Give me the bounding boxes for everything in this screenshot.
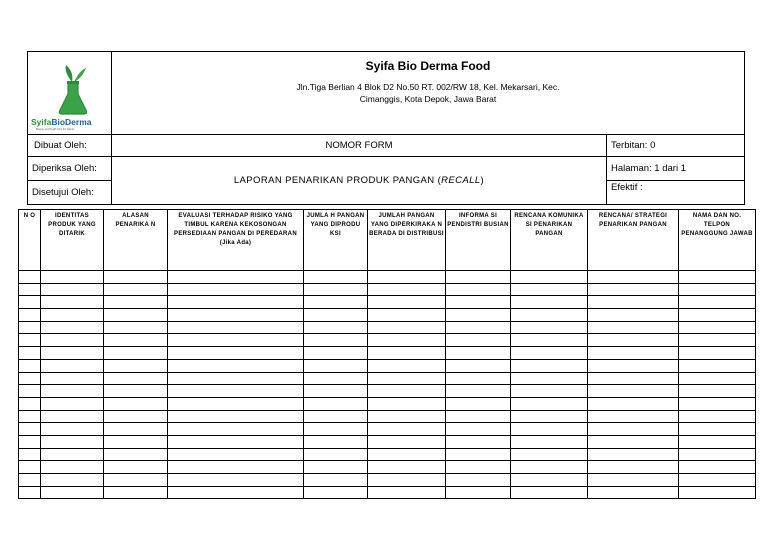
- table-cell[interactable]: [19, 271, 41, 284]
- table-cell[interactable]: [104, 461, 168, 474]
- table-cell[interactable]: [304, 461, 368, 474]
- table-cell[interactable]: [41, 410, 104, 423]
- table-cell[interactable]: [679, 486, 756, 499]
- table-cell[interactable]: [511, 296, 588, 309]
- table-cell[interactable]: [588, 410, 679, 423]
- table-cell[interactable]: [168, 271, 304, 284]
- table-cell[interactable]: [168, 385, 304, 398]
- table-cell[interactable]: [304, 385, 368, 398]
- table-cell[interactable]: [588, 347, 679, 360]
- halaman: Halaman: 1 dari 1: [607, 157, 745, 181]
- table-cell[interactable]: [19, 461, 41, 474]
- table-cell[interactable]: [588, 321, 679, 334]
- table-cell[interactable]: [104, 486, 168, 499]
- table-cell[interactable]: [679, 474, 756, 487]
- table-cell[interactable]: [168, 397, 304, 410]
- table-cell[interactable]: [104, 448, 168, 461]
- table-cell[interactable]: [304, 321, 368, 334]
- table-cell[interactable]: [588, 474, 679, 487]
- logo-cell: [28, 52, 112, 135]
- table-cell[interactable]: [511, 474, 588, 487]
- company-logo: [28, 52, 112, 131]
- table-cell[interactable]: [168, 309, 304, 322]
- table-cell[interactable]: [19, 397, 41, 410]
- table-cell[interactable]: [368, 283, 446, 296]
- table-row: [19, 385, 756, 398]
- table-cell[interactable]: [368, 296, 446, 309]
- table-cell[interactable]: [679, 385, 756, 398]
- table-cell[interactable]: [679, 372, 756, 385]
- table-cell[interactable]: [168, 347, 304, 360]
- col-header-alasan: ALASAN PENARIKA N: [104, 210, 168, 271]
- efektif: Efektif :: [607, 181, 745, 205]
- table-cell[interactable]: [588, 461, 679, 474]
- disetujui-oleh-label: Disetujui Oleh:: [28, 181, 112, 205]
- table-cell[interactable]: [41, 271, 104, 284]
- table-cell[interactable]: [19, 321, 41, 334]
- table-cell[interactable]: [168, 296, 304, 309]
- table-cell[interactable]: [19, 410, 41, 423]
- diperiksa-oleh-label: Diperiksa Oleh:: [28, 157, 112, 181]
- col-header-no: N O: [19, 210, 41, 271]
- table-cell[interactable]: [19, 423, 41, 436]
- table-row: [19, 321, 756, 334]
- table-cell[interactable]: [446, 410, 511, 423]
- table-cell[interactable]: [588, 296, 679, 309]
- col-header-penanggung-jawab: NAMA DAN NO. TELPON PENANGGUNG JAWAB: [679, 210, 756, 271]
- table-cell[interactable]: [368, 423, 446, 436]
- table-cell[interactable]: [511, 410, 588, 423]
- table-cell[interactable]: [41, 309, 104, 322]
- table-cell[interactable]: [168, 334, 304, 347]
- leaf-right-icon: [74, 68, 86, 82]
- table-cell[interactable]: [446, 321, 511, 334]
- company-name: Syifa Bio Derma Food: [365, 59, 491, 73]
- table-cell[interactable]: [19, 334, 41, 347]
- table-cell[interactable]: [446, 296, 511, 309]
- table-cell[interactable]: [679, 397, 756, 410]
- table-cell[interactable]: [446, 397, 511, 410]
- table-cell[interactable]: [304, 271, 368, 284]
- table-cell[interactable]: [446, 423, 511, 436]
- table-cell[interactable]: [511, 385, 588, 398]
- table-cell[interactable]: [511, 486, 588, 499]
- table-cell[interactable]: [368, 410, 446, 423]
- table-cell[interactable]: [679, 461, 756, 474]
- table-cell[interactable]: [588, 372, 679, 385]
- table-cell[interactable]: [19, 448, 41, 461]
- table-cell[interactable]: [679, 334, 756, 347]
- table-cell[interactable]: [511, 372, 588, 385]
- table-cell[interactable]: [104, 410, 168, 423]
- table-cell[interactable]: [588, 385, 679, 398]
- table-cell[interactable]: [511, 423, 588, 436]
- table-cell[interactable]: [679, 410, 756, 423]
- table-cell[interactable]: [679, 296, 756, 309]
- svg-text:SyifaBioDerma: SyifaBioDerma: [31, 117, 92, 127]
- table-cell[interactable]: [304, 296, 368, 309]
- table-cell[interactable]: [41, 372, 104, 385]
- table-cell[interactable]: [511, 461, 588, 474]
- table-cell[interactable]: [679, 423, 756, 436]
- table-row: [19, 334, 756, 347]
- col-header-jumlah-distribusi: JUMLAH PANGAN YANG DIPERKIRAKA N BERADA DI DISTRIBUSI: [368, 210, 446, 271]
- table-cell[interactable]: [446, 271, 511, 284]
- col-header-strategi: RENCANA/ STRATEGI PENARIKAN PANGAN: [588, 210, 679, 271]
- dibuat-oleh-label: Dibuat Oleh:: [28, 135, 112, 157]
- table-cell[interactable]: [588, 359, 679, 372]
- table-cell[interactable]: [511, 321, 588, 334]
- table-cell[interactable]: [104, 423, 168, 436]
- table-cell[interactable]: [679, 347, 756, 360]
- table-cell[interactable]: [41, 397, 104, 410]
- table-row: [19, 283, 756, 296]
- table-cell[interactable]: [446, 486, 511, 499]
- table-cell[interactable]: [368, 435, 446, 448]
- recall-table: [18, 209, 756, 499]
- company-address: Jln.Tiga Berlian 4 Blok D2 No.50 RT. 002/RW 18, Kel. Mekarsari, Kec. Cimanggis, Kota Depok, Jawa Barat: [296, 82, 560, 104]
- table-cell[interactable]: [19, 359, 41, 372]
- table-cell[interactable]: [368, 309, 446, 322]
- table-cell[interactable]: [41, 461, 104, 474]
- table-cell[interactable]: [446, 461, 511, 474]
- table-cell[interactable]: [446, 385, 511, 398]
- table-cell[interactable]: [446, 448, 511, 461]
- table-cell[interactable]: [446, 334, 511, 347]
- table-row: [19, 309, 756, 322]
- table-cell[interactable]: [41, 283, 104, 296]
- table-cell[interactable]: [304, 486, 368, 499]
- col-header-identitas: IDENTITAS PRODUK YANG DITARIK: [41, 210, 104, 271]
- table-row: [19, 372, 756, 385]
- table-cell[interactable]: [19, 474, 41, 487]
- table-cell[interactable]: [511, 397, 588, 410]
- table-cell[interactable]: [679, 283, 756, 296]
- table-cell[interactable]: [304, 410, 368, 423]
- table-cell[interactable]: [41, 321, 104, 334]
- table-cell[interactable]: [168, 423, 304, 436]
- company-info: [112, 52, 745, 135]
- table-cell[interactable]: [511, 283, 588, 296]
- table-cell[interactable]: [511, 309, 588, 322]
- flask-icon: [59, 83, 86, 114]
- table-cell[interactable]: [588, 486, 679, 499]
- table-cell[interactable]: [511, 334, 588, 347]
- table-cell[interactable]: [446, 435, 511, 448]
- table-cell[interactable]: [511, 347, 588, 360]
- table-row: [19, 461, 756, 474]
- table-cell[interactable]: [446, 372, 511, 385]
- table-cell[interactable]: [304, 347, 368, 360]
- table-cell[interactable]: [19, 283, 41, 296]
- table-cell[interactable]: [368, 372, 446, 385]
- table-cell[interactable]: [41, 334, 104, 347]
- table-cell[interactable]: [104, 334, 168, 347]
- table-cell[interactable]: [19, 296, 41, 309]
- table-cell[interactable]: [368, 321, 446, 334]
- table-cell[interactable]: [104, 347, 168, 360]
- table-cell[interactable]: [588, 397, 679, 410]
- table-cell[interactable]: [19, 372, 41, 385]
- table-cell[interactable]: [104, 474, 168, 487]
- table-cell[interactable]: [104, 309, 168, 322]
- table-cell[interactable]: [588, 283, 679, 296]
- table-cell[interactable]: [588, 334, 679, 347]
- table-cell[interactable]: [41, 347, 104, 360]
- table-cell[interactable]: [304, 474, 368, 487]
- table-row: [19, 410, 756, 423]
- table-cell[interactable]: [41, 385, 104, 398]
- col-header-informasi: INFORMA SI PENDISTRI BUSIAN: [446, 210, 511, 271]
- table-row: [19, 486, 756, 499]
- table-cell[interactable]: [304, 448, 368, 461]
- table-cell[interactable]: [168, 372, 304, 385]
- table-cell[interactable]: [104, 372, 168, 385]
- table-cell[interactable]: [679, 359, 756, 372]
- form-header: [27, 51, 745, 205]
- table-cell[interactable]: [104, 435, 168, 448]
- table-cell[interactable]: [104, 359, 168, 372]
- table-cell[interactable]: [41, 448, 104, 461]
- table-cell[interactable]: [304, 334, 368, 347]
- table-cell[interactable]: [679, 321, 756, 334]
- report-title: LAPORAN PENARIKAN PRODUK PANGAN (RECALL): [112, 157, 607, 205]
- table-cell[interactable]: [446, 359, 511, 372]
- table-cell[interactable]: [368, 397, 446, 410]
- table-cell[interactable]: [446, 283, 511, 296]
- col-header-jumlah-produksi: JUMLA H PANGAN YANG DIPRODU KSI: [304, 210, 368, 271]
- table-cell[interactable]: [168, 283, 304, 296]
- col-header-evaluasi: EVALUASI TERHADAP RISIKO YANG TIMBUL KARENA KEKOSONGAN PERSEDIAAN PANGAN DI PEREDARAN (Jika Ada): [168, 210, 304, 271]
- table-cell[interactable]: [19, 347, 41, 360]
- table-cell[interactable]: [168, 321, 304, 334]
- table-row: [19, 359, 756, 372]
- table-cell[interactable]: [304, 423, 368, 436]
- table-cell[interactable]: [588, 435, 679, 448]
- table-cell[interactable]: [19, 486, 41, 499]
- table-cell[interactable]: [104, 271, 168, 284]
- table-row: [19, 347, 756, 360]
- table-cell[interactable]: [304, 359, 368, 372]
- table-cell[interactable]: [168, 474, 304, 487]
- table-row: [19, 296, 756, 309]
- table-cell[interactable]: [168, 359, 304, 372]
- table-cell[interactable]: [168, 448, 304, 461]
- table-row: [19, 423, 756, 436]
- table-cell[interactable]: [41, 474, 104, 487]
- table-body: [19, 271, 756, 499]
- table-cell[interactable]: [304, 397, 368, 410]
- table-cell[interactable]: [104, 283, 168, 296]
- table-cell[interactable]: [368, 474, 446, 487]
- table-row: [19, 474, 756, 487]
- table-cell[interactable]: [368, 486, 446, 499]
- table-cell[interactable]: [41, 486, 104, 499]
- table-cell[interactable]: [104, 385, 168, 398]
- table-row: [19, 448, 756, 461]
- table-cell[interactable]: [304, 283, 368, 296]
- table-cell[interactable]: [588, 448, 679, 461]
- table-cell[interactable]: [368, 385, 446, 398]
- leaf-left-icon: [66, 65, 73, 82]
- table-cell[interactable]: [368, 334, 446, 347]
- table-cell[interactable]: [19, 385, 41, 398]
- logo-tagline: Beauty and Health from the Nature: [36, 128, 75, 131]
- table-cell[interactable]: [368, 271, 446, 284]
- table-cell[interactable]: [41, 359, 104, 372]
- col-header-komunikasi: RENCANA KOMUNIKA SI PENARIKAN PANGAN: [511, 210, 588, 271]
- table-cell[interactable]: [679, 435, 756, 448]
- table-cell[interactable]: [104, 397, 168, 410]
- table-cell[interactable]: [41, 423, 104, 436]
- table-cell[interactable]: [368, 461, 446, 474]
- table-cell[interactable]: [19, 435, 41, 448]
- table-cell[interactable]: [368, 347, 446, 360]
- table-cell[interactable]: [446, 474, 511, 487]
- table-cell[interactable]: [368, 448, 446, 461]
- terbitan: Terbitan: 0: [607, 135, 745, 157]
- table-cell[interactable]: [168, 461, 304, 474]
- table-cell[interactable]: [588, 309, 679, 322]
- table-cell[interactable]: [588, 423, 679, 436]
- table-cell[interactable]: [511, 435, 588, 448]
- table-cell[interactable]: [679, 271, 756, 284]
- table-cell[interactable]: [304, 309, 368, 322]
- table-cell[interactable]: [304, 372, 368, 385]
- table-cell[interactable]: [588, 271, 679, 284]
- table-cell[interactable]: [304, 435, 368, 448]
- table-cell[interactable]: [511, 271, 588, 284]
- table-cell[interactable]: [511, 359, 588, 372]
- table-cell[interactable]: [679, 309, 756, 322]
- table-cell[interactable]: [41, 435, 104, 448]
- nomor-form: NOMOR FORM: [112, 135, 607, 157]
- table-row: [19, 435, 756, 448]
- table-cell[interactable]: [368, 359, 446, 372]
- table-cell[interactable]: [19, 309, 41, 322]
- table-cell[interactable]: [41, 296, 104, 309]
- table-cell[interactable]: [168, 410, 304, 423]
- table-row: [19, 397, 756, 410]
- table-cell[interactable]: [446, 309, 511, 322]
- table-cell[interactable]: [104, 321, 168, 334]
- table-row: [19, 271, 756, 284]
- table-cell[interactable]: [168, 486, 304, 499]
- table-cell[interactable]: [446, 347, 511, 360]
- table-cell[interactable]: [679, 448, 756, 461]
- table-cell[interactable]: [104, 296, 168, 309]
- table-cell[interactable]: [511, 448, 588, 461]
- table-cell[interactable]: [168, 435, 304, 448]
